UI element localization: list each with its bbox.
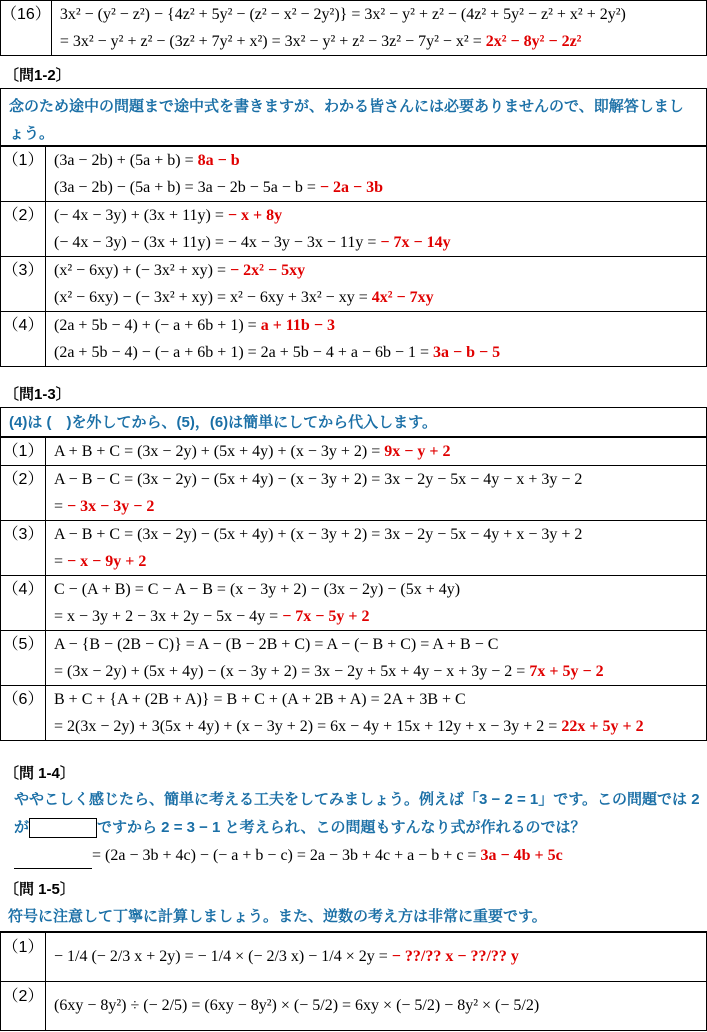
solution-cell xyxy=(46,933,707,982)
solution-line: = (3x − 2y) + (5x + 4y) − (x − 3y + 2) = 3x − 2y + 5x + 4y − x + 3y − 2 = 7x + 5y − 2 xyxy=(54,663,604,680)
problem-row xyxy=(1,438,707,466)
problem-row xyxy=(1,466,707,521)
problem-number: （2） xyxy=(1,982,46,1031)
solution-cell xyxy=(46,466,707,521)
problem-number: （4） xyxy=(1,312,46,367)
problem-number: （2） xyxy=(1,202,46,257)
section-1-5 xyxy=(0,902,707,1031)
answer: − ??/?? x − ??/?? y xyxy=(391,948,519,965)
blank-box xyxy=(29,818,97,838)
solution-line: (x² − 6xy) + (− 3x² + xy) = − 2x² − 5xy xyxy=(54,262,306,279)
problem-row xyxy=(1,147,707,202)
answer: − 3x − 3y − 2 xyxy=(67,498,155,515)
section-1-2 xyxy=(0,88,707,367)
solution-line: − 1/4 (− 2/3 x + 2y) = − 1/4 × (− 2/3 x) − 1/4 × 2y = − ??/?? x − ??/?? y xyxy=(54,948,519,965)
solution-line: (2a + 5b − 4) + (− a + 6b + 1) = a + 11b − 3 xyxy=(54,317,335,334)
problem-row xyxy=(1,521,707,576)
solution-line: (6xy − 8y²) ÷ (− 2/5) = (6xy − 8y²) × (− 5/2) = 6xy × (− 5/2) − 8y² × (− 5/2) xyxy=(54,997,540,1014)
problem-number: （3） xyxy=(1,257,46,312)
solution-line: C − (A + B) = C − A − B = (x − 3y + 2) − (3x − 2y) − (5x + 4y) xyxy=(54,581,461,598)
solution-line: = 3x² − y² + z² − (3z² + 7y² + x²) = 3x² − y² + z² − 3z² − 7y² − x² = 2x² − 8y² − 2z² xyxy=(59,33,582,50)
solution-cell xyxy=(46,982,707,1031)
section-heading-1-3: 〔問1-3〕 xyxy=(4,386,71,403)
answer: 22x + 5y + 2 xyxy=(561,718,644,735)
problem-number: （3） xyxy=(1,521,46,576)
problem-16-block xyxy=(0,0,707,56)
solution-cell xyxy=(46,312,707,367)
solution-line: = x − 3y + 2 − 3x + 2y − 5x − 4y = − 7x − 5y + 2 xyxy=(54,608,370,625)
solution-line: A + B + C = (3x − 2y) + (5x + 4y) + (x − 3y + 2) = 9x − y + 2 xyxy=(54,443,451,460)
solution-line: B + C + {A + (2B + A)} = B + C + (A + 2B + A) = 2A + 3B + C xyxy=(54,691,466,708)
problem-number: （1） xyxy=(1,147,46,202)
solution-line: (− 4x − 3y) − (3x + 11y) = − 4x − 3y − 3x − 11y = − 7x − 14y xyxy=(54,234,451,251)
problem-number: （5） xyxy=(1,631,46,686)
section-1-3 xyxy=(0,407,707,741)
solution-cell xyxy=(46,631,707,686)
answer: 2x² − 8y² − 2z² xyxy=(485,33,582,50)
section-heading-1-5: 〔問 1-5〕 xyxy=(4,881,75,898)
solution-line: (3a − 2b) + (5a + b) = 8a − b xyxy=(54,152,240,169)
hint-line: ややこしく感じたら、簡単に考える工夫をしてみましょう。例えば「3 − 2 = 1」です。この問題では 2 xyxy=(14,791,700,808)
problem-row xyxy=(1,257,707,312)
answer: 7x + 5y − 2 xyxy=(529,663,604,680)
answer: 3a − b − 5 xyxy=(433,344,501,361)
solution-line: (x² − 6xy) − (− 3x² + xy) = x² − 6xy + 3x² − xy = 4x² − 7xy xyxy=(54,289,434,306)
problem-number: （1） xyxy=(1,438,46,466)
problem-row xyxy=(1,686,707,741)
solution-cell xyxy=(46,147,707,202)
solution-line: A − {B − (2B − C)} = A − (B − 2B + C) = A − (− B + C) = A + B − C xyxy=(54,636,499,653)
problem-number: （6） xyxy=(1,686,46,741)
answer: − 7x − 14y xyxy=(380,234,451,251)
solution-line: = (2a − 3b + 4c) − (− a + b − c) = 2a − 3b + 4c + a − b + c = 3a − 4b + 5c xyxy=(0,842,707,869)
hint-note: (4)は ( )を外してから、(5)，(6)は簡単にしてから代入します。 xyxy=(0,407,707,437)
solution-line: 3x² − (y² − z²) − {4z² + 5y² − (z² − x² − 2y²)} = 3x² − y² + z² − (4z² + 5y² − z² + x² + 2y²) xyxy=(59,6,626,23)
problem-number: （4） xyxy=(1,576,46,631)
answer: a + 11b − 3 xyxy=(260,317,335,334)
solution-line: = − x − 9y + 2 xyxy=(54,553,147,570)
answer: − x − 9y + 2 xyxy=(67,553,147,570)
hint-line: が ですから 2 = 3 − 1 と考えられ、この問題もすんなり式が作れるのでは？ xyxy=(0,814,707,842)
problem-number: （16） xyxy=(1,1,52,56)
solution-line: (− 4x − 3y) + (3x + 11y) = − x + 8y xyxy=(54,207,283,224)
solution-cell xyxy=(46,438,707,466)
problem-row xyxy=(1,202,707,257)
solution-cell xyxy=(46,202,707,257)
answer: − 7x − 5y + 2 xyxy=(282,608,370,625)
solution-line: (3a − 2b) − (5a + b) = 3a − 2b − 5a − b = − 2a − 3b xyxy=(54,179,384,196)
problem-row xyxy=(1,631,707,686)
answer: 9x − y + 2 xyxy=(384,443,451,460)
solution-cell xyxy=(46,686,707,741)
solution-cell xyxy=(51,1,706,56)
solution-line: A − B − C = (3x − 2y) − (5x + 4y) − (x − 3y + 2) = 3x − 2y − 5x − 4y − x + 3y − 2 xyxy=(54,471,583,488)
hint-note: 念のため途中の問題まで途中式を書きますが、わかる皆さんには必要ありませんので、即解答しましょう。 xyxy=(0,88,707,146)
solution-cell xyxy=(46,576,707,631)
answer: − 2a − 3b xyxy=(319,179,384,196)
problem-number: （2） xyxy=(1,466,46,521)
section-heading-1-2: 〔問1-2〕 xyxy=(4,67,71,84)
hint-note: 符号に注意して丁寧に計算しましょう。また、逆数の考え方は非常に重要です。 xyxy=(0,902,707,932)
answer: 4x² − 7xy xyxy=(371,289,434,306)
solution-line: = 2(3x − 2y) + 3(5x + 4y) + (x − 3y + 2) = 6x − 4y + 15x + 12y + x − 3y + 2 = 22x + 5y + 2 xyxy=(54,718,644,735)
solution-line: (2a + 5b − 4) − (− a + 6b + 1) = 2a + 5b − 4 + a − 6b − 1 = 3a − b − 5 xyxy=(54,344,501,361)
answer: 8a − b xyxy=(197,152,240,169)
solution-cell xyxy=(46,257,707,312)
section-heading-1-4: 〔問 1-4〕 xyxy=(4,765,75,782)
solution-line: A − B + C = (3x − 2y) − (5x + 4y) + (x − 3y + 2) = 3x − 2y − 5x − 4y + x − 3y + 2 xyxy=(54,526,583,543)
problem-row xyxy=(1,576,707,631)
problem-number: （1） xyxy=(1,933,46,982)
answer: − x + 8y xyxy=(227,207,283,224)
problem-row xyxy=(1,312,707,367)
solution-cell xyxy=(46,521,707,576)
section-1-4 xyxy=(0,786,707,869)
answer: 3a − 4b + 5c xyxy=(480,847,563,864)
solution-line: = − 3x − 3y − 2 xyxy=(54,498,155,515)
blank-underline xyxy=(14,848,92,869)
answer: − 2x² − 5xy xyxy=(230,262,306,279)
